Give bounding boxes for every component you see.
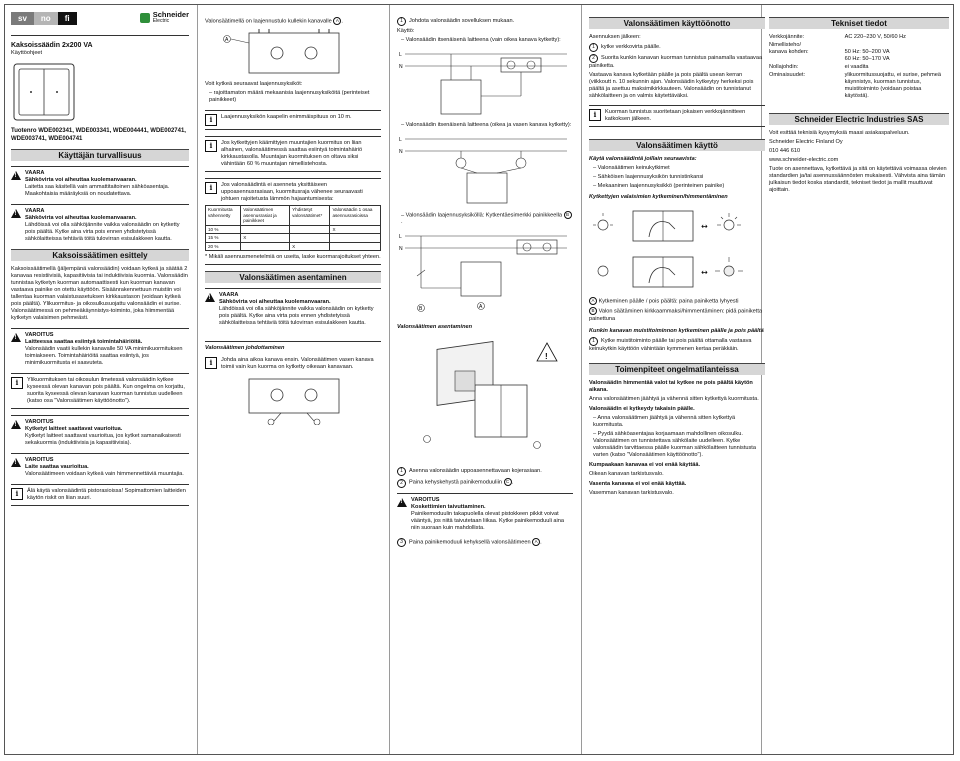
lang-tab-fi[interactable]: fi [58,12,77,25]
info-note-text: Ylikuormituksen tai oikosulun ilmetessä valonsäädin kytkee kyseessä olevan kanavan pois päältä. Kun ongelma on korjattu, suorita kyseessä olevan kanavan kuorman tunnistus uudelleen (katso osa "Valonsäätimen käyttöönotto"). [27,377,185,404]
info-note-text: Kuorman tunnistus suoritetaan jokaisen verkkojännitteen katkoksen jälkeen. [605,109,746,122]
spec-label: Nimellisteho/ kanava kohden: [769,42,809,55]
extension-units-item: rajoittamaton määrä mekaanisia laajennusyksiköitä (perinteiset painikkeet) [209,90,370,104]
table-cell: 15 % [206,234,241,243]
step-number-icon: 3 [397,538,406,547]
svg-text:A: A [225,37,229,44]
mounting-exploded-illustration [397,335,573,463]
product-refs: Tuotenro WDE002341, WDE003341, WDE004441, WDE002741, WDE003741, WDE004741 [11,128,186,142]
switch-press-illustration-2 [589,249,765,293]
info-note-text: Jos kytkettyjen käämittyjen muuntajien kuormitus on liian alhainen, valonsäätimessä saattaa esiintyä toimintahäiriö kirkkaustasolla. Muuntajan kuormituksen on oltava siksi vähintään 60 % muuntajan nimellistehosta. [221,140,363,168]
use-item-3: Mekaaninen laajennusyksikkö (perinteinen painike) [597,183,725,189]
wiring-step-text: Johdota valonsäädin sovelluksen mukaan. [409,18,515,24]
usage-item-1: Valonsäädin itsenäisenä laitteena (vain oikea kanava kytketty): [405,37,561,43]
fault-3-title: Kumpaakaan kanavaa ei voi enää käyttää. [589,461,701,468]
use-item-1: Valonsäätimen keinukytkimet [597,165,670,171]
step-number-icon: 1 [397,17,406,26]
svg-text:B: B [419,306,423,313]
circuit-diagram-3 [397,228,573,314]
column-divider [581,5,582,754]
warning-block [11,453,189,478]
table-cell [330,234,381,243]
legal-text: Tuote on asennettava, kytkettävä ja sitä on käytettävä voimassa olevien standardien ja/tai asennussäännösten mukaisesti. Vähvista aina tämän julkaisun tiedot koska standardit, tekniset tiedot ja mallit muuttuvat ajoittain. [769,166,947,193]
usage-item-2: Valonsäädin itsenäisenä laitteena (oikea ja vasen kanava kytketty): [405,122,572,128]
info-icon: i [205,140,217,152]
warning-triangle-icon [11,209,21,218]
info-note-text: Jos valonsäädintä ei asenneta yksittäiseen uppoasennusrasiaan, kuormitusraja vähenee seuraavasti johtuen rajoitetusta lämmön hajaantumisesta: [221,182,363,203]
circuit-diagram-1 [397,46,573,118]
callout-a-icon: A [333,17,341,25]
svg-text:L: L [399,234,402,241]
warning-text: Valonsäätimeen voidaan kytkeä vain himmennettäviä muuntajia. [25,471,184,477]
info-note [589,105,765,127]
info-note [205,136,381,172]
info-note-text: Johda aina aikoa kanava ensin. Valonsäätimen vasen kanava toimii vain kun kuorma on kytketty oikeaan kanavaan. [221,357,374,371]
brand-logo [140,11,189,25]
use-item-2: Sähköisen laajennusyksikön tunnistinkansi [597,174,704,180]
usage-label: Käyttö: [397,28,415,34]
spec-label: Verkkojännite: [769,34,805,40]
column-1 [5,5,195,754]
warning-triangle-icon [11,333,21,342]
lang-tab-sv[interactable]: sv [11,12,34,25]
switch-press-illustration-1 [589,203,765,247]
circuit-diagram-2 [397,131,573,207]
table-cell: X [330,225,381,234]
product-title: Kaksoissäädin 2x200 VA [11,42,93,49]
callout-a-icon: A [589,297,597,305]
spec-value: ei vaadita [844,64,869,70]
info-note [11,484,189,506]
info-icon: i [205,182,217,194]
column-3: 1 Johdota valonsäädin sovelluksen mukaan. Käyttö: – Valonsäädin itsenäisenä laitteena (vain oikea kanava kytketty): L N – Valonsäädin itsenäisenä laitteena (oikea ja vasen kanava kytketty): L N – Valonsäädin laajennusyksiköllä: Kytkentäesimerkki painikkeella B. L N A B Valonsäätimen asentaminen ! 1 Asenna valonsäädin uppoasennettavaan kojerasiaan. 2 Paina kehyskehystä painikemoduuliin C . ! VAROITUS Koskettimien taivuttaminen. Painikemoduulin takapuolella olevat pistokkeen pikkit voivat vääntyä, jos niitä taivutetaan liikaa. Kytke painikemoduuli aina niin suoraan kuin mahdollista. 3 Paina painikemoduuli kehyksellä valonsäätimeen A . [391,5,579,754]
switch-item-1: Kytkeminen päälle / pois päältä: paina painiketta lyhyesti [598,298,739,305]
spec-label: Ominaisuudet: [769,72,806,78]
column-2: Valonsäätimellä on laajennustulo kullekin kanavalle A . A Voit kytkeä seuraavat laajennusyksiköt: – rajoittamaton määrä mekaanisia laajennusyksiköitä (perinteiset painikkeet) i Laajennusyksikön kaapelin enimmäispituus on 10 m. i Jos kytkettyjen käämittyjen muuntajien kuormitus on liian alhainen, valonsäätimessä saattaa esiintyä toimintahäiriö kirkkaustasolla. Muuntajan kuormituksen on oltava siksi vähintään 60 % muuntajan nimellistehosta. i Jos valonsäädintä ei asenneta yksittäiseen uppoasennusrasiaan, kuormitusraja vähenee seuraavasti johtuen rajoitetusta lämmön hajaantumisesta: Kuormitusta vähennetty Valonsäätimen asennusrasiat ja painikkeet Yhdistetyt valonsäätimet* Valonsäädin 1 osaa asennusrasioissa 10 % X 15 % X 20 % X * Mikäli asennusmenetelmiä on useita, laske kuormarajoitukset yhteen. Valonsäätimen asentaminen ! VAARA Sähkövirta voi aiheuttaa kuolemanvaaran. Lähdöissä voi olla sähköjännite vaikka valonsäädin on kytketty pois päältä. Kytke aina virta pois ennen yhdistetyissä sähkölaitteissa tehtäviä töitä tulovirran esisulakkeen kautta. Valonsäätimen johdottaminen i Johda aina aikoa kanava ensin. Valonsäätimen vasen kanava toimii vain kun kuorma on kytketty oikeaan kanavaan. [199,5,387,754]
warning-block [11,415,189,447]
warning-headline: Kytketyt laitteet saattavat vaurioitua. [25,426,123,432]
warning-text: Valonsäädin vaatii kullekin kanavalle 50 VA minimikuormituksen toimiakseen. Toimintahäiriöitä saattaa esiintyä, jos minimikuormitusta ei saavuteta. [25,346,183,366]
table-cell [290,225,330,234]
callout-b-icon: B [589,307,597,315]
warning-triangle-icon [11,171,21,180]
table-cell [330,242,381,251]
mount-step-3: Paina painikemoduuli kehyksellä valonsäätimeen [409,539,531,546]
lang-tab-no[interactable]: no [34,12,58,25]
section-heading-faults: Toimenpiteet ongelmatilanteissa [589,363,765,375]
info-icon: i [11,488,23,500]
step-number-icon: 2 [589,54,598,63]
table-footnote: * Mikäli asennusmenetelmiä on useita, laske kuormarajoitukset yhteen. [205,254,381,261]
section-heading-commission: Valonsäätimen käyttöönotto [589,17,765,29]
spec-table [769,34,949,101]
extension-input-text: Valonsäätimellä on laajennustulo kullekin kanavalle [205,18,332,25]
switch-item-2: Valon säätäminen kirkkaammaksi/himmentäminen: pidä painiketta painettuna [589,308,762,322]
warning-text: Laitetta saa käsitellä vain ammattitaitoinen sähköasentaja. Maakohtaisia määräyksiä on noudatettava. [25,184,170,197]
extension-units-intro: Voit kytkeä seuraavat laajennusyksiköt: [205,81,303,88]
svg-text:!: ! [545,352,548,362]
fault-1-text: Anna valonsäätimen jäähtyä ja vähennä sitten kytkettyä kuormitusta. [589,395,759,402]
info-note-text: Älä käytä valonsäädintä pistorasioissa! Sopimattomien laitteiden käytön riskit on liian suuri. [27,488,186,501]
intro-text: Kaksoissäätimellä (jäljempänä valonsäädin) voidaan kytkeä ja säätää 2 kanavaa resistiivisiä, kapasitiivisia tai induktiivisia kuormia. Valonsäädin tunnistaa kytketyn kuorman automaattisesti kun kuorman kanavan vastaava painike on otettu käyttöön. Sisäänrakennettuun muistiin voi tallentaa kuorman valaistusasetuksen kirkkaustason (voidaan kytkeä pois päältä). Ylikuormitus- ja oikosulkusuojattu valonsäädin ei surise. Valonsäätimessä on pehmeäkäynnistys-toiminto, joka hiimmentää kytketyn valaisimen pehmeästi. [11,266,188,321]
info-icon: i [205,357,217,369]
info-icon: i [589,109,601,121]
table-row [206,234,381,243]
spec-value: 50 Hz: 50–200 VA 60 Hz: 50–170 VA [844,49,890,62]
company-phone: 010 446 610 [769,148,801,154]
fault-4-text: Vasemman kanavan tarkistusvalo. [589,489,674,496]
brand-logo-mark-icon [140,13,150,23]
step-number-icon: 1 [589,337,598,346]
warning-triangle-icon [205,293,215,302]
table-cell: X [241,234,290,243]
table-cell [241,225,290,234]
product-front-illustration [13,63,75,121]
warning-triangle-icon [11,458,21,467]
warning-block [11,166,189,198]
extension-input-diagram [219,29,369,77]
column-divider [197,5,198,754]
step-number-icon: 1 [589,43,598,52]
column-divider [389,5,390,754]
table-cell: X [290,242,330,251]
memory-step-1: Kytke muistitoiminto päälle tai pois päältä ottamalla vastaava keinukytkin käyttöön vähintään kymmenen kertaa peräkkäin. [589,337,752,352]
column-4: Valonsäätimen käyttöönotto Asennuksen jälkeen: 1 kytke verkkovirta päälle. 2 Suorita kunkin kanavan kuorman tunnistus painamalla vastaavaa painiketta. Vastaava kanava kytketään päälle ja pois päältä usean kerran (viikkoutt n. 10 sekunnin ajan. Valonsäädin kytkeytyy herkeksi pois päältä ja asettuu maksimikirkkauteen. Valonsäädin on tunnistanut sähkölaitteen ja on valmis käytettäväksi. i Kuorman tunnistus suoritetaan jokaisen verkkojännitteen katkoksen jälkeen. Valonsäätimen käyttö Käytä valonsäädintä joillain seuraavista: – Valonsäätimen keinukytkimet – Sähköisen laajennusyksikön tunnistinkansi – Mekaaninen laajennusyksikkö (perinteinen painike) Kytkettyjen valaisimien kytkeminen/himmentäminen ↔ ↔ A Kytkeminen päälle / pois päältä: paina painiketta lyhyesti B Valon säätäminen kirkkaammaksi/himmentäminen: pidä painiketta painettuna Kunkin kanavan muistitoiminnon kytkeminen päälle ja pois päältä 1 Kytke muistitoiminto päälle tai pois päältä ottamalla vastaava keinukytkin käyttöön vähintään kymmenen kertaa peräkkäin. Toimenpiteet ongelmatilanteissa Valonsäädin himmentää valot tai kytkee ne pois päältä käytön aikana. Anna valonsäätimen jäähtyä ja vähennä sitten kytkettyä kuormitusta. Valonsäädin ei kytkeydy takaisin päälle. – Anna valonsäätimen jäähtyä ja vähennä sitten kytkettyä kuormitusta. – Pyydä sähköasentajaa korjaamaan mahdollinen oikosulku. Valonsäätimen on tunnistettava sähkölaite uudelleen. Kytke valonsäädin tarvittaessa päälle kuorman sähkölaitteen tunnistusta varten (katso "Valonsäätimen käyttöönotto"). Kumpaakaan kanavaa ei voi enää käyttää. Oikean kanavan tarkistusvalo. Vasenta kanavaa ei voi enää käyttää. Vasemman kanavan tarkistusvalo. [589,19,764,496]
warning-headline: Sähkövirta voi aiheuttaa kuolemanvaaran. [219,299,331,306]
usage-item-3: Valonsäädin laajennusyksiköllä: Kytkentäesimerkki painikkeella [405,212,562,219]
mount-step-2: Paina kehyskehystä painikemoduuliin [409,479,502,486]
warning-text: Painikemoduulin takapuolella olevat pistokkeen pikkit voivat vääntyä, jos niitä taivutetaan liikaa. Kytke painikemoduuli aina niin suoraan kuin mahdollista. [411,510,564,531]
warning-title: VAROITUS [25,332,54,338]
warning-title: VAARA [219,292,239,299]
table-cell [241,242,290,251]
table-header: Valonsäädin 1 osaa asennusrasioissa [330,206,381,226]
svg-text:↔: ↔ [701,268,708,277]
info-note-text: Laajennusyksikön kaapelin enimmäispituus on 10 m. [221,114,352,121]
callout-b-icon: B [564,211,572,219]
info-note [11,373,189,409]
table-row [206,242,381,251]
commission-step-2: Suorita kunkin kanavan kuorman tunnistus painamalla vastaavaa painiketta. [589,55,763,69]
spec-value: AC 220–230 V, 50/60 Hz [844,34,906,40]
svg-text:A: A [479,304,483,311]
section-heading-company: Schneider Electric Industries SAS [769,113,949,125]
brand-sub: Electric [152,18,170,24]
table-cell [290,234,330,243]
table-row [769,34,949,42]
info-icon: i [205,114,217,126]
warning-text: Kytketyt laitteet saattavat vaurioitua, jos kytket samanaikaisesti sekakuormia (induktiivisia ja kapasitiivisia). [25,433,181,446]
wiring-channel-diagram [219,377,369,425]
info-note [205,178,381,265]
svg-text:L: L [399,137,402,143]
warning-title: VAARA [25,208,45,214]
warning-text: Lähdöissä voi olla sähköjännite vaikka valonsäädin on kytketty pois päältä. Kytke aina virta pois ennen yhdistetyissä sähkölaitteissa tehtäviä töitä tulovirran esisulakkeen kautta. [25,222,180,242]
warning-headline: Laitteessa saattaa esiintyä toimintahäiriöitä. [25,339,143,345]
commission-step-1: kytke verkkovirta päälle. [601,44,661,50]
warning-title: VAROITUS [25,419,54,425]
table-row [769,64,949,72]
product-subtitle: Käyttöohjeet [11,50,43,56]
warning-text: Lähdöissä voi olla sähköjännite vaikka valonsäädin on kytketty pois päältä. Kytke aina virta pois ennen yhdistetyissä sähkölaitteissa tehtäviä töitä tulovirran esisulakkeen kautta. [219,306,374,327]
table-cell: 10 % [206,225,241,234]
brand-name: Schneider [152,10,189,19]
warning-block [11,328,189,367]
spec-value: ylikuormitussuojattu, ei surise, pehmeä käynnistys, kuorman tunnistus, muistitoiminto (voidaan poistaa käytöstä). [844,72,941,99]
wiring-heading: Valonsäätimen johdottaminen [205,341,381,352]
company-text: Voit esittää teknisiä kysymyksiä maasi asiakaspalveluun. [769,130,910,136]
warning-headline: Sähkövirta voi aiheuttaa kuolemanvaaran. [25,215,137,221]
fault-3-text: Oikean kanavan tarkistusvalo. [589,470,664,477]
instruction-sheet [4,4,954,755]
table-row [206,225,381,234]
info-icon: i [11,377,23,389]
after-install-label: Asennuksen jälkeen: [589,34,641,40]
callout-a-icon: A [532,538,540,546]
table-cell: 20 % [206,242,241,251]
section-heading-use: Valonsäätimen käyttö [589,139,765,151]
mount-step-1: Asenna valonsäädin uppoasennettavaan kojerasiaan. [409,468,542,475]
warning-block [205,288,381,327]
table-header: Valonsäätimen asennusrasiat ja painikkeet [241,206,290,226]
warning-title: VAARA [25,170,45,176]
warning-headline: Koskettimien taivuttaminen. [411,503,486,510]
fault-4-title: Vasenta kanavaa ei voi enää käyttää. [589,480,687,487]
column-5 [763,5,955,754]
svg-text:N: N [399,64,403,70]
table-header: Yhdistetyt valonsäätimet* [290,206,330,226]
svg-text:N: N [399,149,403,155]
step-number-icon: 1 [397,467,406,476]
company-web-link[interactable]: www.schneider-electric.com [769,157,839,163]
fault-1-title: Valonsäädin himmentää valot tai kytkee ne pois päältä käytön aikana. [589,379,753,393]
table-row [769,42,949,64]
fault-2-item-b: Pyydä sähköasentajaa korjaamaan mahdollinen oikosulku. Valonsäätimen on tunnistettava sähkölaite uudelleen. Kytke valonsäädin tarvittaessa päälle kuorman sähkölaitteen tunnistusta varten (katso "Valonsäätimen käyttöönotto"). [593,430,756,458]
svg-text:N: N [399,246,403,253]
table-row [769,72,949,101]
callout-c-icon: C [504,478,512,486]
commission-text: Vastaava kanava kytketään päälle ja pois päältä usean kerran (viikkoutt n. 10 sekunnin ajan. Valonsäädin kytkeytyy herkeksi pois päältä ja asettuu maksimikirkkauteen. Valonsäädin on tunnistanut sähkölaitteen ja on valmis käytettäväksi. [589,72,754,99]
step-number-icon: 2 [397,479,406,488]
warning-block [397,493,573,532]
warning-title: VAROITUS [411,496,440,503]
section-heading-intro: Kaksoissäätimen esittely [11,249,189,261]
switch-heading: Kytkettyjen valaisimien kytkeminen/himmentäminen [589,194,728,200]
mount-heading: Valonsäätimen asentaminen [397,324,473,331]
section-heading-safety: Käyttäjän turvallisuus [11,149,189,161]
memory-heading: Kunkin kanavan muistitoiminnon kytkeminen päälle ja pois päältä [589,327,764,334]
company-name: Schneider Electric Finland Oy [769,139,843,145]
warning-title: VAROITUS [25,457,54,463]
warning-block [11,204,189,243]
info-note [205,357,381,371]
info-note [205,110,381,130]
section-heading-tech: Tekniset tiedot [769,17,949,29]
warning-triangle-icon [397,498,407,507]
load-reduction-table [205,205,381,251]
spec-label: Nollajohdin: [769,64,799,70]
svg-text:L: L [399,52,402,58]
warning-triangle-icon [11,420,21,429]
fault-2-item-a: Anna valonsäätimen jäähtyä ja vähennä sitten kytkettyä kuormitusta. [593,414,736,428]
section-heading-install: Valonsäätimen asentaminen [205,271,381,283]
fault-2-title: Valonsäädin ei kytkeydy takaisin päälle. [589,405,695,412]
warning-headline: Laite saattaa vaurioitua. [25,464,89,470]
warning-headline: Sähkövirta voi aiheuttaa kuolemanvaaran. [25,177,137,183]
use-subheading: Käytä valonsäädintä joillain seuraavista: [589,156,697,162]
table-header: Kuormitusta vähennetty [206,206,241,226]
svg-text:↔: ↔ [701,222,708,231]
